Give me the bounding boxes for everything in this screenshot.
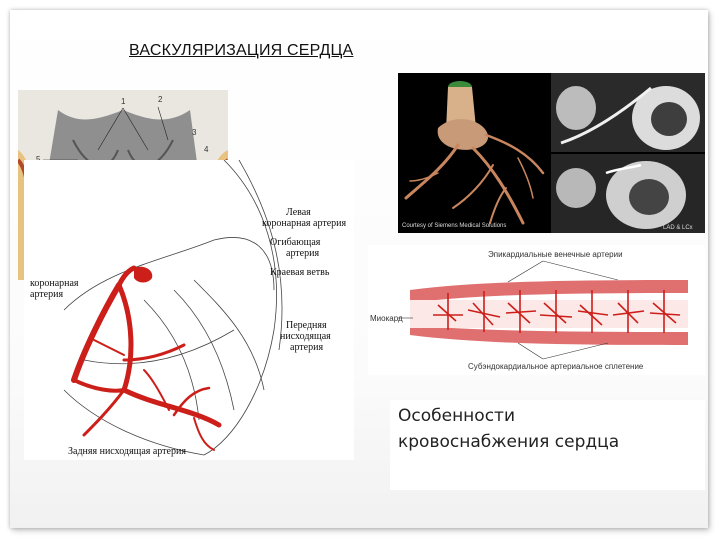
- heart-label: артерия: [286, 248, 320, 259]
- heart-label: коронарная артерия: [262, 218, 347, 229]
- caption-line: Особенности: [398, 406, 515, 426]
- heart-label: Передняя: [286, 320, 327, 331]
- valve-label: 1: [121, 97, 126, 106]
- valve-label: 4: [204, 145, 209, 154]
- heart-label: коронарная: [30, 278, 79, 289]
- myocardial-microcirculation-diagram: [368, 245, 705, 375]
- valve-label: 2: [158, 95, 163, 104]
- heart-label: Краевая ветвь: [270, 267, 330, 278]
- ct-cross-sections: [551, 73, 705, 233]
- micro-label-left: Миокард: [370, 314, 403, 323]
- micro-label-top: Эпикардиальные венечные артерии: [488, 250, 623, 259]
- ct-watermark: Courtesy of Siemens Medical Solutions: [402, 223, 507, 229]
- micro-label-bottom: Субэндокардиальное артериальное сплетение: [468, 362, 644, 371]
- heart-label: Огибающая: [270, 237, 321, 248]
- valve-label: 3: [192, 128, 197, 137]
- ct-watermark: LAD & LCx: [663, 225, 693, 231]
- slide-title: ВАСКУЛЯРИЗАЦИЯ СЕРДЦА: [129, 42, 354, 59]
- heart-label: артерия: [290, 342, 324, 353]
- ct-3d-render: [398, 73, 551, 233]
- heart-label: артерия: [30, 289, 64, 300]
- caption-text: [398, 403, 698, 455]
- heart-label: Задняя нисходящая артерия: [68, 446, 186, 457]
- heart-label: Левая: [286, 207, 311, 218]
- caption-line: кровоснабжения сердца: [398, 432, 620, 452]
- heart-label: нисходящая: [280, 331, 331, 342]
- coronary-arteries-diagram: [24, 160, 354, 460]
